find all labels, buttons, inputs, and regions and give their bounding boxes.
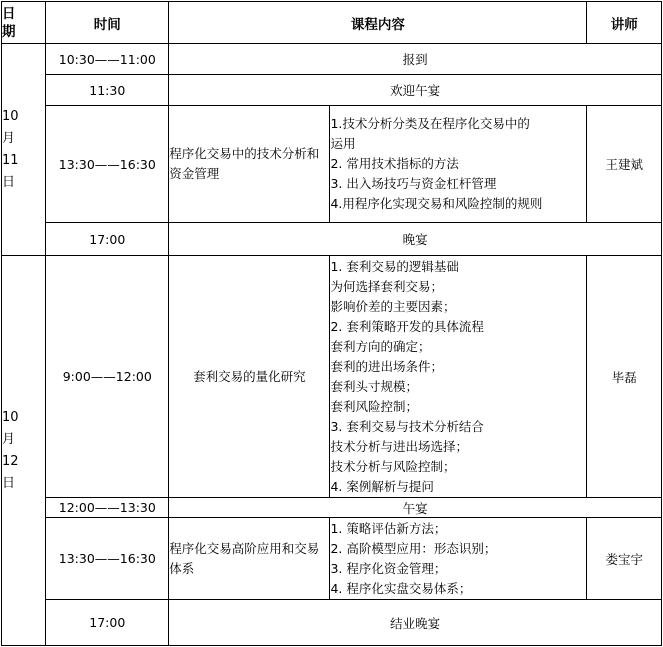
merged-event-cell: 报到 <box>169 44 662 75</box>
date-line: 10 <box>2 409 19 425</box>
time-cell: 11:30 <box>46 75 169 106</box>
detail-line: 影响价差的主要因素； <box>330 298 456 314</box>
details-cell <box>330 518 587 600</box>
date-line: 日 <box>2 174 16 190</box>
detail-line: 4. 程序化实盘交易体系； <box>330 580 472 596</box>
teacher-cell: 娄宝宇 <box>587 518 662 600</box>
time-cell: 17:00 <box>46 600 169 646</box>
detail-line: 1. 套利交易的逻辑基础 <box>330 258 459 274</box>
detail-line: 运用 <box>330 136 356 151</box>
date-line: 月 <box>2 130 16 146</box>
time-cell: 10:30——11:00 <box>46 44 169 75</box>
teacher-cell: 毕磊 <box>587 256 662 498</box>
time-cell: 13:30——16:30 <box>46 518 169 600</box>
detail-line: 套利方向的确定； <box>330 338 431 354</box>
time-cell: 12:00——13:30 <box>46 498 169 518</box>
merged-event-cell: 晚宴 <box>169 223 662 256</box>
date-line: 月 <box>2 431 16 447</box>
detail-line: 2. 高阶模型应用：形态识别； <box>330 540 497 556</box>
detail-line: 3. 出入场技巧与资金杠杆管理 <box>330 176 497 191</box>
topic-cell: 程序化交易高阶应用和交易体系 <box>169 518 330 600</box>
time-cell: 13:30——16:30 <box>46 106 169 223</box>
table-row <box>2 600 662 646</box>
table-row <box>2 75 662 106</box>
detail-line: 为何选择套利交易； <box>330 278 443 294</box>
date-line: 日 <box>2 475 16 491</box>
teacher-cell: 王建斌 <box>587 106 662 223</box>
header-content: 课程内容 <box>169 2 587 44</box>
detail-line: 套利的进出场条件； <box>330 358 443 374</box>
detail-line: 套利头寸规模； <box>330 378 418 394</box>
detail-line: 3. 程序化资金管理； <box>330 560 447 576</box>
date-cell-day2 <box>2 256 46 646</box>
table-row <box>2 518 662 600</box>
detail-line: 1.技术分析分类及在程序化交易中的 <box>330 116 530 131</box>
header-date-char-2: 期 <box>2 23 16 40</box>
header-row <box>2 2 662 44</box>
details-cell <box>330 106 587 223</box>
detail-line: 2. 常用技术指标的方法 <box>330 156 459 171</box>
merged-event-cell: 欢迎午宴 <box>169 75 662 106</box>
table-row <box>2 106 662 223</box>
detail-line: 套利风险控制； <box>330 398 418 414</box>
merged-event-cell: 结业晚宴 <box>169 600 662 646</box>
merged-event-cell: 午宴 <box>169 498 662 518</box>
topic-cell: 套利交易的量化研究 <box>169 256 330 498</box>
header-date <box>2 2 46 44</box>
date-line: 12 <box>2 453 19 469</box>
table-row <box>2 256 662 498</box>
header-date-char-1: 日 <box>2 5 16 22</box>
schedule-table <box>1 1 662 646</box>
detail-line: 技术分析与进出场选择； <box>330 438 468 454</box>
time-cell: 17:00 <box>46 223 169 256</box>
detail-line: 2. 套利策略开发的具体流程 <box>330 318 484 334</box>
header-time: 时间 <box>46 2 169 44</box>
date-line: 10 <box>2 108 19 124</box>
detail-line: 4. 案例解析与提问 <box>330 478 434 494</box>
detail-line: 1. 策略评估新方法； <box>330 520 447 536</box>
date-line: 11 <box>2 152 19 168</box>
table-row <box>2 223 662 256</box>
header-teacher: 讲师 <box>587 2 662 44</box>
topic-cell: 程序化交易中的技术分析和资金管理 <box>169 106 330 223</box>
detail-line: 3. 套利交易与技术分析结合 <box>330 418 484 434</box>
date-cell-day1 <box>2 44 46 256</box>
detail-line: 4.用程序化实现交易和风险控制的规则 <box>330 196 543 211</box>
detail-line: 技术分析与风险控制； <box>330 458 456 474</box>
table-row <box>2 498 662 518</box>
table-row <box>2 44 662 75</box>
details-cell <box>330 256 587 498</box>
time-cell: 9:00——12:00 <box>46 256 169 498</box>
